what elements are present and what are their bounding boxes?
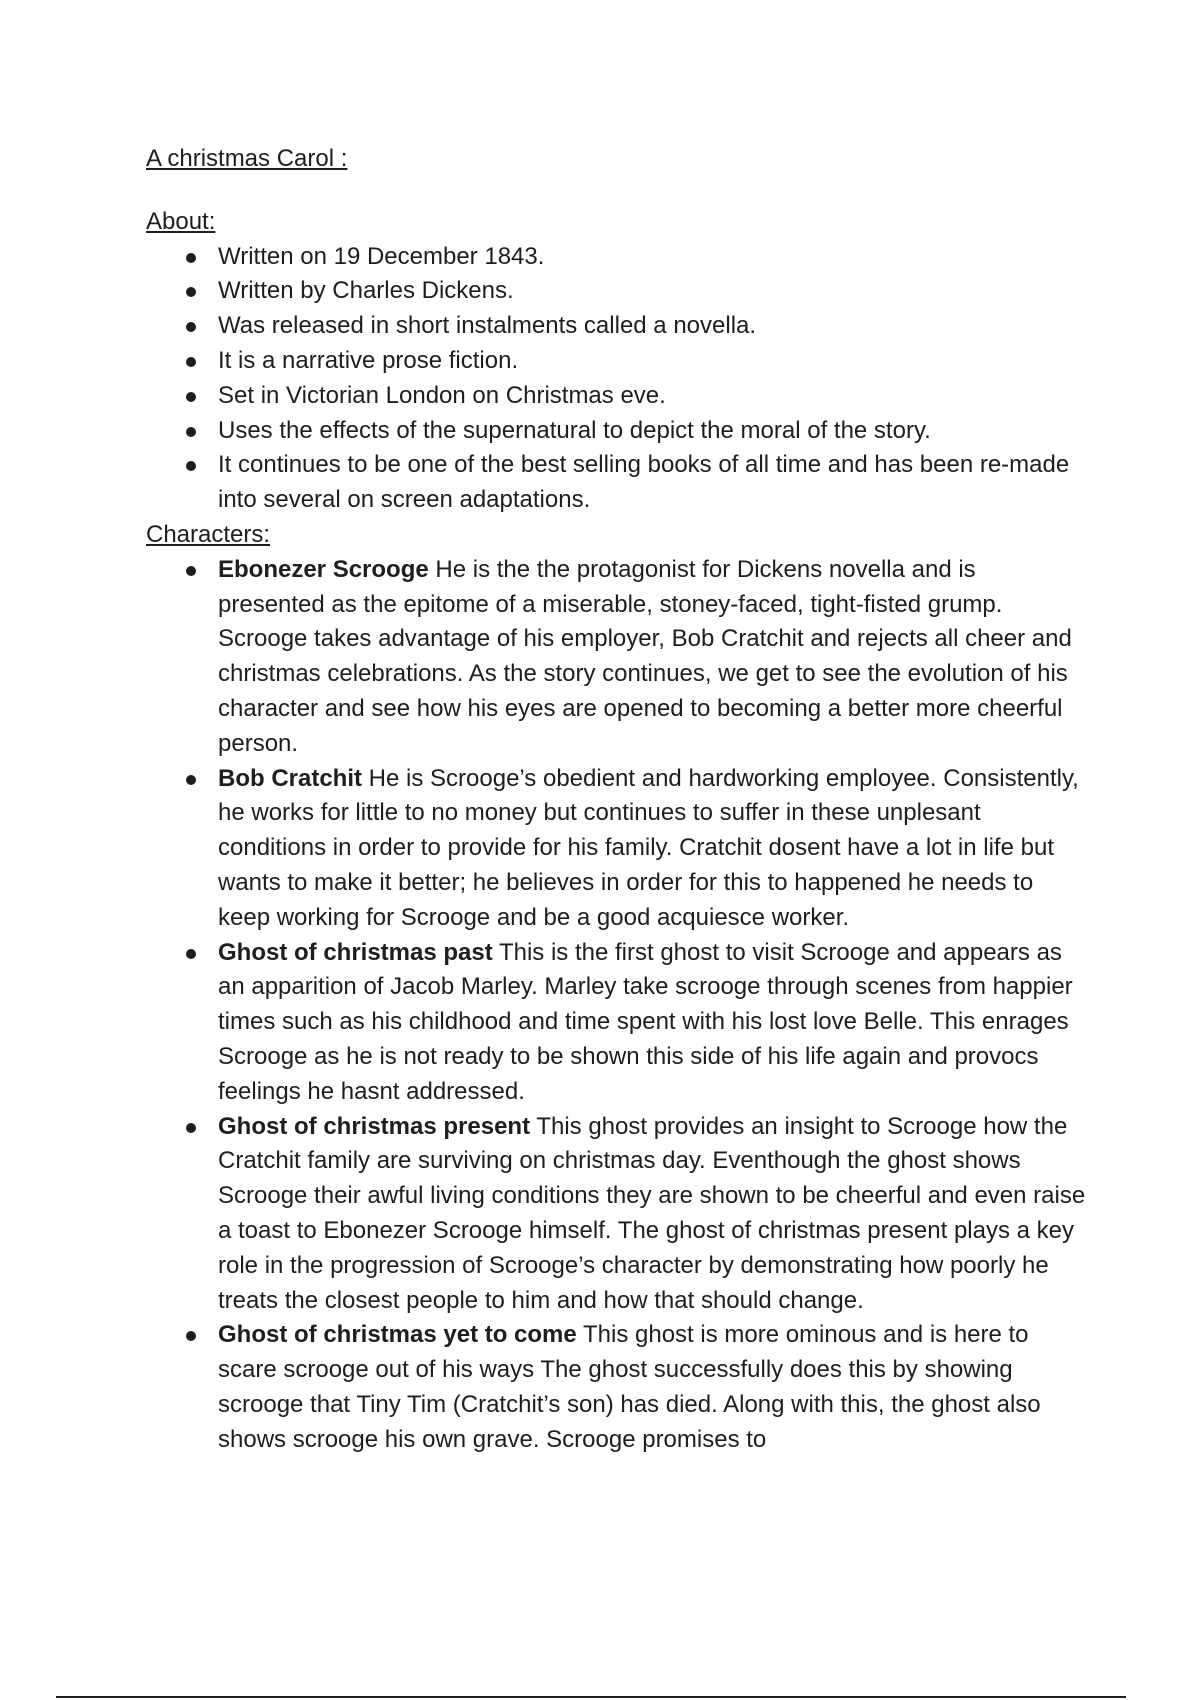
list-item: It continues to be one of the best selling books of all time and has been re-made into several on screen adaptations. <box>146 448 1086 518</box>
character-item <box>146 553 1086 762</box>
character-item <box>146 1110 1086 1319</box>
character-item <box>146 762 1086 936</box>
characters-heading: Characters: <box>146 520 271 548</box>
list-item: Written by Charles Dickens. <box>146 274 1086 309</box>
list-item: It is a narrative prose fiction. <box>146 344 1086 379</box>
character-description: He is Scrooge’s obedient and hardworking employee. Consistently, he works for little to no money but continues to suffer in these unplesant conditions in order to provide for his family. Cratchit dosent have a lot in life but wants to make it better; he believes in order for this to happened he needs to keep working for Scrooge and be a good acquiesce worker. <box>218 764 1079 931</box>
character-description: This ghost is more ominous and is here to scare scrooge out of his ways The ghost successfully does this by showing scrooge that Tiny Tim (Cratchit’s son) has died. Along with this, the ghost also shows scrooge his own grave. Scrooge promises to <box>218 1321 1041 1453</box>
characters-list <box>146 553 1086 1458</box>
list-item: Uses the effects of the supernatural to depict the moral of the story. <box>146 414 1086 449</box>
character-name: Ghost of christmas past <box>218 938 493 966</box>
list-item: Written on 19 December 1843. <box>146 240 1086 275</box>
character-description: This is the first ghost to visit Scrooge and appears as an apparition of Jacob Marley. Marley take scrooge through scenes from happier times such as his childhood and time spent with his lost love Belle. This enrages Scrooge as he is not ready to be shown this side of his life again and provocs feelings he hasnt addressed. <box>218 938 1073 1105</box>
character-name: Ebonezer Scrooge <box>218 555 429 583</box>
about-list <box>146 240 1086 518</box>
character-name: Bob Cratchit <box>218 764 362 792</box>
page-bottom-divider <box>56 1696 1126 1698</box>
character-description: This ghost provides an insight to Scrooge how the Cratchit family are surviving on christmas day. Eventhough the ghost shows Scrooge their awful living conditions they are shown to be cheerful and even raise a toast to Ebonezer Scrooge himself. The ghost of christmas present plays a key role in the progression of Scrooge’s character by demonstrating how poorly he treats the closest people to him and how that should change. <box>218 1112 1086 1314</box>
document-page <box>146 142 1086 1457</box>
character-description: He is the the protagonist for Dickens novella and is presented as the epitome of a miserable, stoney-faced, tight-fisted grump. Scrooge takes advantage of his employer, Bob Cratchit and rejects all cheer and christmas celebrations. As the story continues, we get to see the evolution of his character and see how his eyes are opened to becoming a better more cheerful person. <box>218 555 1072 757</box>
character-item <box>146 1318 1086 1457</box>
about-heading: About: <box>146 207 216 235</box>
document-title: A christmas Carol : <box>146 145 348 172</box>
list-item: Was released in short instalments called a novella. <box>146 309 1086 344</box>
character-name: Ghost of christmas yet to come <box>218 1321 577 1349</box>
list-item: Set in Victorian London on Christmas eve. <box>146 379 1086 414</box>
character-name: Ghost of christmas present <box>218 1112 531 1140</box>
character-item <box>146 936 1086 1110</box>
